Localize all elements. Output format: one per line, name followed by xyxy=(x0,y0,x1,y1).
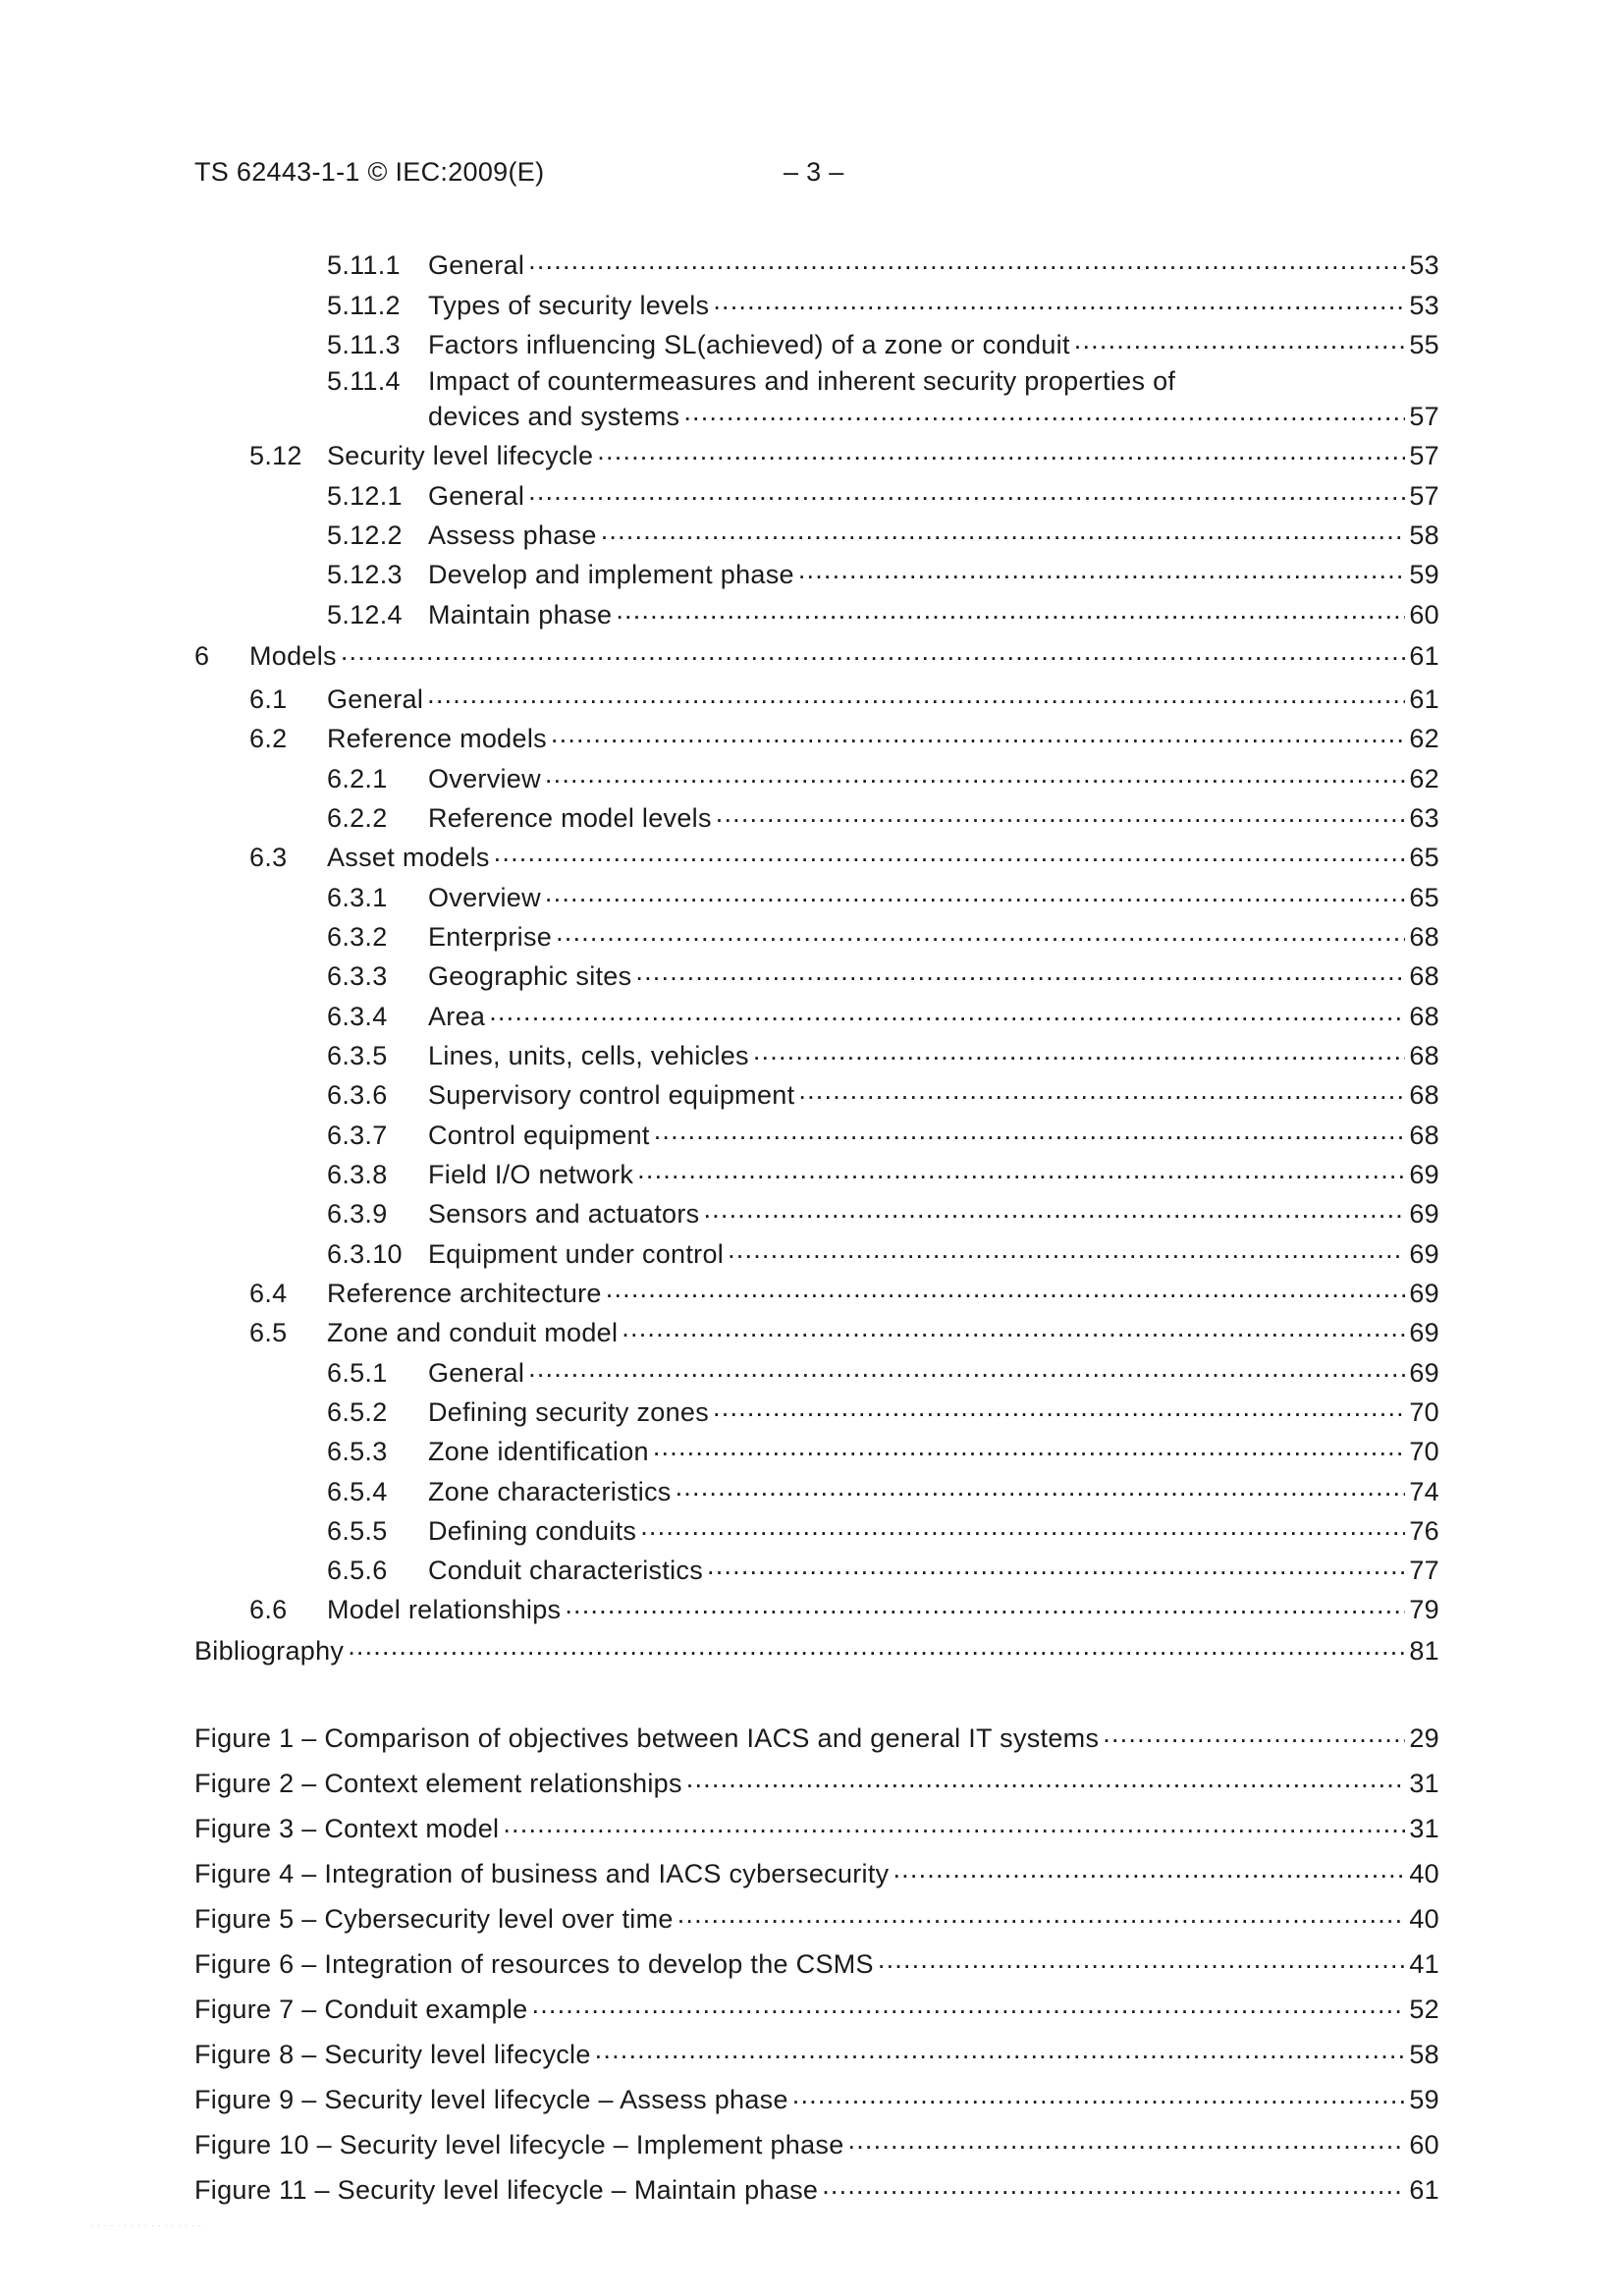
toc-entry-row[interactable] xyxy=(194,638,1439,672)
toc-entry-title: Model relationships xyxy=(327,1595,562,1624)
toc-entry-number: 6.5.3 xyxy=(327,1437,388,1466)
toc-entry-row[interactable] xyxy=(327,999,1439,1032)
toc-entry-page-number: 69 xyxy=(1409,1279,1439,1308)
figure-entry-title: Figure 5 – Cybersecurity level over time xyxy=(194,1904,674,1934)
toc-entry-page-number: 68 xyxy=(1409,961,1439,991)
toc-entry-row[interactable] xyxy=(249,682,1439,715)
toc-entry-number: 5.12.4 xyxy=(327,600,403,629)
toc-entry-row[interactable] xyxy=(327,958,1439,992)
toc-entry-row[interactable] xyxy=(249,1276,1439,1309)
figure-entry-title: Figure 3 – Context model xyxy=(194,1814,500,1843)
toc-entry-page-number: 70 xyxy=(1409,1437,1439,1466)
toc-entry-row[interactable] xyxy=(249,438,1439,471)
toc-entry-title: Zone and conduit model xyxy=(327,1318,619,1347)
toc-entry-number: 5.11.1 xyxy=(327,250,401,280)
toc-entry-page-number: 65 xyxy=(1409,843,1439,872)
toc-bibliography-page-number: 81 xyxy=(1409,1636,1439,1666)
figure-entry-title: Figure 1 – Comparison of objectives between IACS and general IT systems xyxy=(194,1723,1100,1753)
toc-entry-page-number: 68 xyxy=(1409,1080,1439,1110)
toc-entry-row[interactable] xyxy=(327,1355,1439,1389)
toc-entry-page-number: 62 xyxy=(1409,724,1439,753)
scan-artifact: · · · · · · · · · · · · · · · · · xyxy=(90,2221,202,2230)
toc-entry-dot-leader xyxy=(703,1196,1405,1223)
toc-entry-number: 6.3.1 xyxy=(327,883,388,912)
toc-entry-number: 6.5.6 xyxy=(327,1556,388,1585)
toc-entry-title: General xyxy=(428,250,525,280)
toc-entry-dot-leader xyxy=(640,1513,1405,1540)
toc-entry-number: 6.3 xyxy=(249,843,288,872)
toc-entry-title: Sensors and actuators xyxy=(428,1199,700,1229)
toc-entry-title: Models xyxy=(249,641,337,671)
figure-entry-title: Figure 11 – Security level lifecycle – Maintain phase xyxy=(194,2175,819,2205)
toc-entry-page-number: 55 xyxy=(1409,330,1439,359)
figure-entry-dot-leader xyxy=(1103,1721,1405,1747)
figure-entry-page-number: 61 xyxy=(1409,2175,1439,2205)
toc-entry-number: 6.3.4 xyxy=(327,1002,388,1031)
toc-entry-dot-leader xyxy=(653,1434,1406,1460)
toc-entry-dot-leader xyxy=(545,880,1405,906)
toc-entry-dot-leader xyxy=(713,288,1405,314)
figure-entry-row[interactable] xyxy=(194,1721,1439,1754)
toc-entry-dot-leader xyxy=(728,1236,1405,1263)
toc-entry-dot-leader xyxy=(622,1315,1405,1341)
toc-entry-title: Reference model levels xyxy=(428,803,712,833)
toc-entry-title: Asset models xyxy=(327,843,490,872)
toc-entry-row[interactable] xyxy=(327,1553,1439,1586)
figure-entry-dot-leader xyxy=(677,1901,1406,1928)
toc-entry-number: 6.6 xyxy=(249,1595,288,1624)
toc-entry-row[interactable] xyxy=(327,518,1439,551)
toc-entry-continuation-page-number: 57 xyxy=(1409,402,1439,431)
toc-entry-title: General xyxy=(428,1358,525,1388)
toc-entry-page-number: 60 xyxy=(1409,600,1439,629)
figure-entry-page-number: 40 xyxy=(1409,1904,1439,1934)
toc-entry-row[interactable] xyxy=(249,721,1439,754)
toc-entry-page-number: 65 xyxy=(1409,883,1439,912)
toc-entry-number: 5.11.4 xyxy=(327,366,401,396)
toc-entry-page-number: 69 xyxy=(1409,1199,1439,1229)
toc-entry-row[interactable] xyxy=(327,597,1439,630)
toc-entry-dot-leader xyxy=(545,761,1405,788)
toc-entry-row[interactable] xyxy=(249,1315,1439,1348)
figure-entry-page-number: 40 xyxy=(1409,1859,1439,1888)
toc-entry-row[interactable] xyxy=(327,1077,1439,1111)
toc-entry-title: Zone characteristics xyxy=(428,1477,672,1506)
toc-entry-number: 6.3.10 xyxy=(327,1239,403,1269)
figure-entry-dot-leader xyxy=(595,2037,1406,2063)
toc-entry-page-number: 68 xyxy=(1409,1041,1439,1070)
toc-entry-dot-leader xyxy=(551,721,1405,747)
toc-entry-row[interactable] xyxy=(249,840,1439,873)
figure-entry-row[interactable] xyxy=(194,2172,1439,2206)
toc-entry-title: Reference architecture xyxy=(327,1279,602,1308)
toc-entry-number: 5.11.2 xyxy=(327,291,401,320)
toc-entry-title: Maintain phase xyxy=(428,600,613,629)
toc-entry-continuation-title: devices and systems xyxy=(428,402,680,431)
figure-entry-page-number: 59 xyxy=(1409,2085,1439,2114)
toc-entry-row[interactable] xyxy=(327,366,1175,397)
toc-entry-dot-leader xyxy=(637,1157,1405,1183)
figure-entry-page-number: 29 xyxy=(1409,1723,1439,1753)
toc-entry-row[interactable] xyxy=(327,761,1439,794)
toc-entry-dot-leader xyxy=(528,247,1405,274)
toc-entry-number: 6.3.3 xyxy=(327,961,388,991)
toc-entry-title: Defining security zones xyxy=(428,1397,710,1427)
toc-entry-title: Develop and implement phase xyxy=(428,560,794,589)
figure-entry-dot-leader xyxy=(848,2127,1406,2154)
figure-entry-title: Figure 7 – Conduit example xyxy=(194,1995,528,2024)
figure-entry-dot-leader xyxy=(532,1992,1406,2018)
toc-entry-row[interactable] xyxy=(327,800,1439,834)
toc-entry-row[interactable] xyxy=(327,919,1439,953)
toc-entry-page-number: 69 xyxy=(1409,1358,1439,1388)
page-header xyxy=(194,157,844,188)
figure-entry-title: Figure 2 – Context element relationships xyxy=(194,1769,682,1798)
toc-entry-page-number: 76 xyxy=(1409,1516,1439,1546)
toc-entry-dot-leader xyxy=(1074,327,1406,354)
figure-entry-title: Figure 10 – Security level lifecycle – Implement phase xyxy=(194,2130,844,2159)
toc-entry-dot-leader xyxy=(341,638,1406,665)
toc-entry-row[interactable] xyxy=(327,1394,1439,1428)
toc-entry-dot-leader xyxy=(601,518,1406,544)
toc-entry-row[interactable] xyxy=(327,1236,1439,1270)
toc-entry-number: 5.12.3 xyxy=(327,560,403,589)
toc-entry-page-number: 68 xyxy=(1409,1121,1439,1150)
toc-entry-row[interactable] xyxy=(327,247,1439,281)
toc-entry-dot-leader xyxy=(528,1355,1405,1382)
toc-entry-title: Defining conduits xyxy=(428,1516,637,1546)
toc-entry-number: 6.3.2 xyxy=(327,922,388,952)
figure-entry-dot-leader xyxy=(792,2082,1406,2108)
toc-entry-page-number: 70 xyxy=(1409,1397,1439,1427)
toc-entry-dot-leader xyxy=(713,1394,1405,1421)
toc-entry-page-number: 59 xyxy=(1409,560,1439,589)
toc-entry-title: Impact of countermeasures and inherent security properties of xyxy=(428,366,1176,396)
toc-entry-title: General xyxy=(327,684,424,714)
toc-entry-title: Field I/O network xyxy=(428,1160,634,1189)
figure-entry-row[interactable] xyxy=(194,1856,1439,1889)
figure-entry-title: Figure 8 – Security level lifecycle xyxy=(194,2040,591,2069)
toc-entry-dot-leader xyxy=(616,597,1405,624)
toc-entry-title: Factors influencing SL(achieved) of a zone or conduit xyxy=(428,330,1070,359)
toc-entry-row[interactable] xyxy=(327,1118,1439,1151)
toc-entry-number: 6 xyxy=(194,641,210,671)
toc-entry-page-number: 57 xyxy=(1409,481,1439,511)
toc-entry-page-number: 74 xyxy=(1409,1477,1439,1506)
toc-entry-page-number: 57 xyxy=(1409,441,1439,470)
toc-entry-row[interactable] xyxy=(327,557,1439,590)
toc-entry-dot-leader xyxy=(635,958,1405,985)
figure-entry-dot-leader xyxy=(503,1811,1405,1837)
toc-entry-dot-leader xyxy=(606,1276,1406,1302)
toc-entry-page-number: 61 xyxy=(1409,684,1439,714)
figure-entry-dot-leader xyxy=(822,2172,1405,2199)
toc-entry-row[interactable] xyxy=(327,478,1439,512)
page-number: – 3 – xyxy=(784,157,844,187)
toc-entry-dot-leader xyxy=(565,1592,1405,1618)
toc-entry-number: 6.3.6 xyxy=(327,1080,388,1110)
toc-entry-title: Control equipment xyxy=(428,1121,650,1150)
toc-entry-dot-leader xyxy=(798,1077,1405,1104)
toc-entry-continuation-row[interactable] xyxy=(428,399,1439,432)
toc-entry-dot-leader xyxy=(597,438,1405,465)
figure-entry-page-number: 31 xyxy=(1409,1769,1439,1798)
toc-entry-dot-leader xyxy=(707,1553,1405,1579)
figure-entry-page-number: 31 xyxy=(1409,1814,1439,1843)
toc-entry-row[interactable] xyxy=(249,1592,1439,1625)
toc-entry-title: Zone identification xyxy=(428,1437,649,1466)
figure-entry-row[interactable] xyxy=(194,1766,1439,1799)
toc-entry-row[interactable] xyxy=(327,1196,1439,1230)
figure-entry-dot-leader xyxy=(878,1946,1405,1973)
toc-entry-number: 6.2.1 xyxy=(327,764,388,793)
toc-entry-page-number: 69 xyxy=(1409,1160,1439,1189)
toc-entry-number: 6.5.5 xyxy=(327,1516,388,1546)
figure-entry-page-number: 58 xyxy=(1409,2040,1439,2069)
toc-entry-title: Area xyxy=(428,1002,486,1031)
toc-entry-page-number: 58 xyxy=(1409,520,1439,550)
toc-entry-row[interactable] xyxy=(327,1157,1439,1190)
toc-bibliography-dot-leader xyxy=(348,1633,1405,1660)
toc-entry-number: 5.11.3 xyxy=(327,330,401,359)
toc-entry-page-number: 53 xyxy=(1409,250,1439,280)
toc-entry-number: 5.12.1 xyxy=(327,481,403,511)
toc-entry-number: 6.2.2 xyxy=(327,803,388,833)
toc-entry-dot-leader xyxy=(753,1038,1406,1065)
figure-entry-row[interactable] xyxy=(194,1992,1439,2025)
toc-entry-page-number: 53 xyxy=(1409,291,1439,320)
toc-entry-title: Security level lifecycle xyxy=(327,441,594,470)
toc-entry-page-number: 77 xyxy=(1409,1556,1439,1585)
toc-entry-row[interactable] xyxy=(327,1434,1439,1467)
figure-entry-dot-leader xyxy=(686,1766,1406,1792)
toc-entry-number: 6.3.5 xyxy=(327,1041,388,1070)
toc-entry-number: 6.3.8 xyxy=(327,1160,388,1189)
toc-entry-dot-leader xyxy=(798,557,1406,583)
toc-entry-title: Lines, units, cells, vehicles xyxy=(428,1041,749,1070)
toc-entry-number: 6.3.9 xyxy=(327,1199,388,1229)
toc-entry-title: Types of security levels xyxy=(428,291,710,320)
toc-entry-number: 6.2 xyxy=(249,724,288,753)
toc-entry-title: Overview xyxy=(428,883,541,912)
toc-entry-page-number: 63 xyxy=(1409,803,1439,833)
toc-entry-row[interactable] xyxy=(327,1513,1439,1547)
figure-entry-page-number: 41 xyxy=(1409,1949,1439,1979)
toc-entry-dot-leader xyxy=(556,919,1405,946)
toc-entry-number: 6.5.1 xyxy=(327,1358,388,1388)
figure-entry-row[interactable] xyxy=(194,1811,1439,1844)
toc-entry-number: 5.12.2 xyxy=(327,520,403,550)
figure-entry-page-number: 52 xyxy=(1409,1995,1439,2024)
toc-entry-title: Supervisory control equipment xyxy=(428,1080,795,1110)
toc-entry-title: Equipment under control xyxy=(428,1239,725,1269)
figure-entry-row[interactable] xyxy=(194,1946,1439,1980)
toc-entry-page-number: 68 xyxy=(1409,1002,1439,1031)
toc-entry-page-number: 69 xyxy=(1409,1239,1439,1269)
toc-entry-number: 6.5.4 xyxy=(327,1477,388,1506)
toc-entry-page-number: 69 xyxy=(1409,1318,1439,1347)
toc-entry-number: 6.4 xyxy=(249,1279,288,1308)
toc-entry-continuation-dot-leader xyxy=(683,399,1405,425)
toc-entry-title: Reference models xyxy=(327,724,547,753)
toc-entry-dot-leader xyxy=(489,999,1405,1025)
toc-entry-title: Geographic sites xyxy=(428,961,632,991)
figure-entry-title: Figure 6 – Integration of resources to develop the CSMS xyxy=(194,1949,874,1979)
toc-entry-number: 6.3.7 xyxy=(327,1121,388,1150)
toc-entry-page-number: 62 xyxy=(1409,764,1439,793)
toc-entry-title: Overview xyxy=(428,764,541,793)
toc-entry-dot-leader xyxy=(427,682,1405,708)
toc-entry-title: General xyxy=(428,481,525,511)
toc-entry-row[interactable] xyxy=(327,1038,1439,1071)
toc-entry-row[interactable] xyxy=(327,880,1439,913)
figure-entry-row[interactable] xyxy=(194,2127,1439,2160)
toc-entry-page-number: 79 xyxy=(1409,1595,1439,1624)
toc-entry-dot-leader xyxy=(654,1118,1406,1144)
toc-entry-title: Conduit characteristics xyxy=(428,1556,704,1585)
toc-entry-page-number: 61 xyxy=(1409,641,1439,671)
toc-entry-dot-leader xyxy=(676,1474,1406,1501)
toc-entry-page-number: 68 xyxy=(1409,922,1439,952)
figure-entry-page-number: 60 xyxy=(1409,2130,1439,2159)
toc-entry-title: Enterprise xyxy=(428,922,553,952)
document-id: TS 62443-1-1 © IEC:2009(E) xyxy=(194,157,545,187)
toc-entry-title: Assess phase xyxy=(428,520,597,550)
toc-entry-number: 5.12 xyxy=(249,441,302,470)
toc-entry-dot-leader xyxy=(716,800,1406,827)
toc-entry-row[interactable] xyxy=(327,327,1439,360)
toc-entry-row[interactable] xyxy=(327,1474,1439,1507)
toc-entry-dot-leader xyxy=(528,478,1405,505)
figure-entry-dot-leader xyxy=(893,1856,1405,1883)
toc-entry-dot-leader xyxy=(494,840,1406,866)
figure-entry-title: Figure 4 – Integration of business and IACS cybersecurity xyxy=(194,1859,890,1888)
toc-entry-number: 6.1 xyxy=(249,684,288,714)
toc-bibliography-row[interactable] xyxy=(194,1633,1439,1667)
figure-entry-row[interactable] xyxy=(194,1901,1439,1935)
toc-entry-number: 6.5 xyxy=(249,1318,288,1347)
toc-entry-number: 6.5.2 xyxy=(327,1397,388,1427)
figure-entry-row[interactable] xyxy=(194,2082,1439,2115)
toc-entry-row[interactable] xyxy=(327,288,1439,321)
figure-entry-title: Figure 9 – Security level lifecycle – Assess phase xyxy=(194,2085,788,2114)
toc-bibliography-title: Bibliography xyxy=(194,1636,345,1666)
figure-entry-row[interactable] xyxy=(194,2037,1439,2070)
